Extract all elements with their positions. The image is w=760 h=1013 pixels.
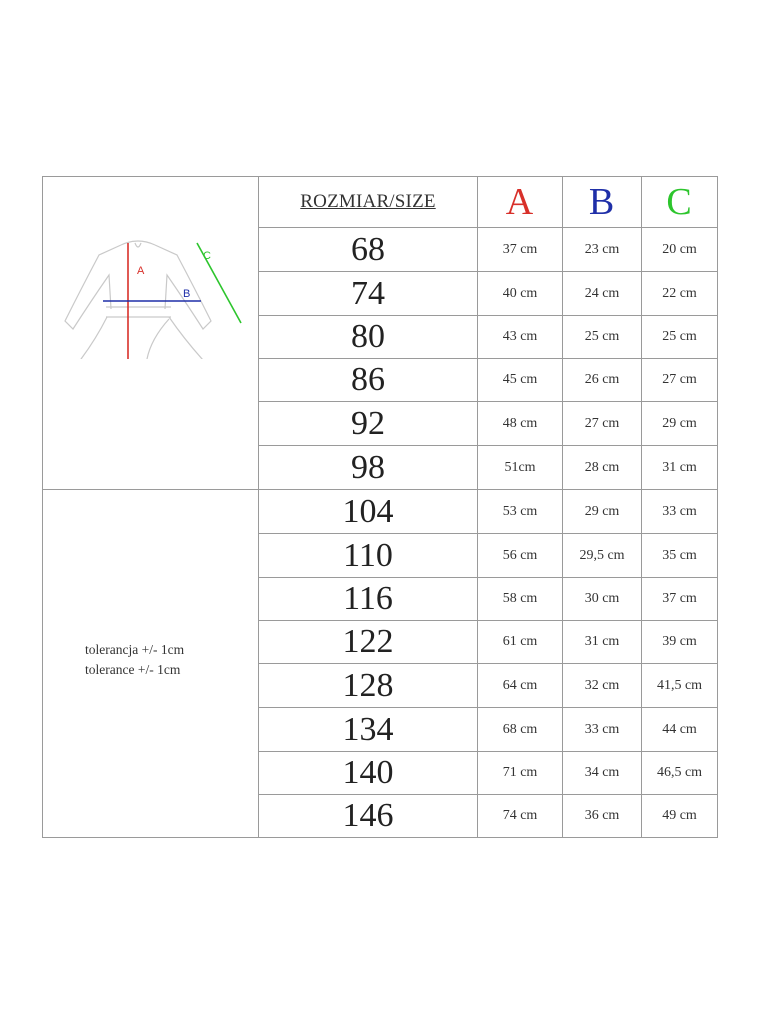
size-cell: 92 xyxy=(351,404,385,442)
table-row xyxy=(259,489,717,533)
measure-b-cell: 31 cm xyxy=(562,621,641,663)
table-row xyxy=(259,271,717,315)
table-row xyxy=(259,227,717,271)
size-cell: 80 xyxy=(351,318,385,355)
column-b-header: B xyxy=(588,181,615,223)
measure-a-cell: 74 cm xyxy=(477,795,562,837)
measure-b-cell: 27 cm xyxy=(562,402,641,445)
measure-c-cell: 27 cm xyxy=(641,359,717,401)
table-row xyxy=(259,533,717,577)
measure-c-cell: 22 cm xyxy=(641,272,717,315)
size-cell: 74 xyxy=(351,274,385,312)
measure-b-cell: 25 cm xyxy=(562,316,641,358)
table-row xyxy=(259,794,717,837)
measure-a-cell: 64 cm xyxy=(477,664,562,707)
measure-c-cell: 41,5 cm xyxy=(641,664,717,707)
measure-c-cell: 37 cm xyxy=(641,578,717,620)
size-cell: 128 xyxy=(342,666,394,704)
measure-b-label: B xyxy=(183,288,191,300)
measure-b-cell: 28 cm xyxy=(562,446,641,489)
measure-a-cell: 40 cm xyxy=(477,272,562,315)
table-row xyxy=(259,401,717,445)
size-cell: 110 xyxy=(343,536,393,574)
measure-a-cell: 53 cm xyxy=(477,490,562,533)
table-row xyxy=(259,358,717,401)
measure-b-cell: 29 cm xyxy=(562,490,641,533)
column-a-header: A xyxy=(505,181,534,223)
measure-c-cell: 20 cm xyxy=(641,228,717,271)
size-cell: 86 xyxy=(351,361,385,398)
dress-diagram-icon xyxy=(51,229,251,359)
size-cell: 98 xyxy=(351,448,385,486)
measure-a-cell: 68 cm xyxy=(477,708,562,751)
measure-a-cell: 37 cm xyxy=(477,228,562,271)
measure-a-cell: 71 cm xyxy=(477,752,562,794)
measure-a-cell: 61 cm xyxy=(477,621,562,663)
table-row xyxy=(259,620,717,663)
measure-c-label: C xyxy=(203,250,211,262)
size-cell: 134 xyxy=(342,710,394,748)
measure-b-cell: 34 cm xyxy=(562,752,641,794)
measure-c-cell: 35 cm xyxy=(641,534,717,577)
table-row xyxy=(259,751,717,794)
table-row xyxy=(259,315,717,358)
measure-b-cell: 24 cm xyxy=(562,272,641,315)
size-cell: 140 xyxy=(342,754,394,791)
measure-c-cell: 44 cm xyxy=(641,708,717,751)
measure-b-cell: 30 cm xyxy=(562,578,641,620)
tolerance-panel xyxy=(43,490,259,837)
size-cell: 146 xyxy=(342,797,394,834)
measure-a-cell: 51cm xyxy=(477,446,562,489)
measure-b-cell: 32 cm xyxy=(562,664,641,707)
measure-c-cell: 49 cm xyxy=(641,795,717,837)
measure-a-cell: 45 cm xyxy=(477,359,562,401)
size-cell: 116 xyxy=(343,580,393,617)
measure-b-cell: 33 cm xyxy=(562,708,641,751)
measure-b-cell: 36 cm xyxy=(562,795,641,837)
size-cell: 122 xyxy=(342,623,394,660)
measure-c-cell: 31 cm xyxy=(641,446,717,489)
measure-b-cell: 29,5 cm xyxy=(562,534,641,577)
table-row xyxy=(259,445,717,489)
tolerance-pl: tolerancja +/- 1cm xyxy=(85,642,185,657)
measure-c-cell: 25 cm xyxy=(641,316,717,358)
measure-a-label: A xyxy=(137,265,145,277)
measure-a-cell: 58 cm xyxy=(477,578,562,620)
measure-a-cell: 48 cm xyxy=(477,402,562,445)
column-c-header: C xyxy=(666,181,692,223)
measure-c-cell: 39 cm xyxy=(641,621,717,663)
size-cell: 68 xyxy=(351,230,385,268)
measure-b-cell: 26 cm xyxy=(562,359,641,401)
measure-b-cell: 23 cm xyxy=(562,228,641,271)
measure-c-cell: 29 cm xyxy=(641,402,717,445)
table-row xyxy=(259,663,717,707)
measure-c-cell: 46,5 cm xyxy=(641,752,717,794)
size-cell: 104 xyxy=(342,492,394,530)
measure-a-cell: 43 cm xyxy=(477,316,562,358)
measure-a-cell: 56 cm xyxy=(477,534,562,577)
size-chart-table xyxy=(42,176,718,838)
measure-c-cell: 33 cm xyxy=(641,490,717,533)
table-row xyxy=(259,707,717,751)
tolerance-en: tolerance +/- 1cm xyxy=(85,662,181,677)
size-column-header: ROZMIAR/SIZE xyxy=(300,191,436,212)
table-row xyxy=(259,577,717,620)
garment-illustration-panel xyxy=(43,177,259,490)
